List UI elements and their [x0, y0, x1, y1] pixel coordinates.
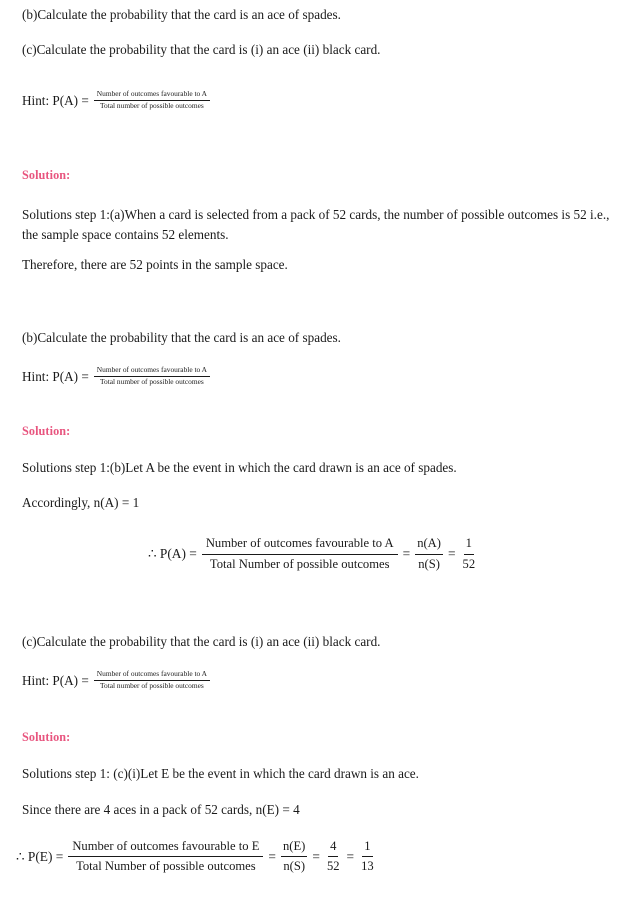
solution-a-line2: Therefore, there are 52 points in the sample space. — [22, 256, 288, 272]
hint-fraction-denominator: Total number of possible outcomes — [100, 681, 204, 691]
hint-formula-2 — [0, 366, 620, 388]
equation-a-lhs: ∴ P(A) = — [148, 546, 197, 562]
equation-e-fraction-value — [325, 838, 342, 876]
gap — [0, 244, 620, 258]
gap — [0, 21, 620, 43]
equation-e-n-denominator: n(S) — [283, 859, 306, 874]
equation-a-value-denominator: 52 — [462, 556, 476, 571]
gap — [0, 509, 620, 535]
solution-heading-3: Solution: — [22, 730, 71, 745]
hint-label: Hint: P(A) = — [22, 369, 89, 385]
equation-e-denominator: Total Number of possible outcomes — [76, 859, 256, 874]
equation-e-operator-3: = — [346, 848, 355, 864]
equation-a-fraction-value — [461, 535, 478, 573]
equation-a-operator-1: = — [402, 546, 411, 562]
equation-a-denominator: Total Number of possible outcomes — [209, 556, 390, 571]
hint-fraction-numerator: Number of outcomes favourable to A — [94, 365, 210, 376]
equation-e-operator-2: = — [312, 848, 320, 864]
equation-e-operator-1: = — [268, 848, 276, 864]
equation-e-value-numerator: 4 — [328, 838, 338, 857]
hint-fraction-denominator: Total number of possible outcomes — [100, 101, 204, 111]
equation-a-fraction-words — [202, 535, 398, 573]
solution-b-line2: Accordingly, n(A) = 1 — [22, 495, 140, 511]
solution-c-line1: Solutions step 1: (c)(i)Let E be the event in which the card drawn is an ace. — [22, 766, 419, 782]
gap — [0, 474, 620, 496]
equation-e-fraction-simplified — [359, 838, 376, 876]
gap — [0, 816, 620, 838]
gap — [0, 648, 620, 670]
hint-formula-3 — [0, 670, 620, 692]
hint-fraction-numerator: Number of outcomes favourable to A — [94, 669, 210, 680]
gap — [0, 183, 620, 205]
gap — [0, 56, 620, 90]
hint-formula-1 — [0, 90, 620, 112]
gap — [0, 112, 620, 168]
equation-probability-e — [0, 838, 620, 876]
question-c-first: (c)Calculate the probability that the card is (i) an ace (ii) black card. — [22, 42, 381, 58]
hint-fraction — [94, 669, 210, 691]
solution-c-line2: Since there are 4 aces in a pack of 52 cards, n(E) = 4 — [22, 801, 300, 817]
equation-a-fraction-n — [415, 535, 443, 573]
equation-a-n-denominator: n(S) — [418, 556, 440, 571]
equation-e-numerator: Number of outcomes favourable to E — [68, 838, 263, 857]
gap — [0, 573, 620, 635]
hint-fraction-denominator: Total number of possible outcomes — [100, 377, 204, 387]
equation-e-lhs: ∴ P(E) = — [16, 848, 64, 864]
equation-e-fraction-n — [281, 838, 307, 876]
gap — [0, 344, 620, 366]
question-c-second: (c)Calculate the probability that the card is (i) an ace (ii) black card. — [22, 634, 381, 650]
equation-a-numerator: Number of outcomes favourable to A — [202, 535, 398, 554]
equation-probability-a — [0, 535, 620, 573]
solution-b-line1: Solutions step 1:(b)Let A be the event in which the card drawn is an ace of spades. — [22, 460, 457, 476]
question-b-first: (b)Calculate the probability that the card is an ace of spades. — [22, 7, 341, 22]
equation-e-fraction-words — [68, 838, 263, 876]
hint-fraction — [94, 365, 210, 387]
question-b-second: (b)Calculate the probability that the card is an ace of spades. — [22, 329, 341, 345]
hint-fraction — [94, 89, 210, 111]
gap — [0, 271, 620, 331]
solution-heading-1: Solution: — [22, 168, 71, 183]
gap — [0, 388, 620, 424]
gap — [0, 439, 620, 461]
gap — [0, 745, 620, 767]
solution-a-line1: Solutions step 1:(a)When a card is selected from a pack of 52 cards, the number of possible outcomes is 52 i.e., the sample space contains 52 elements. — [22, 207, 610, 242]
equation-e-simplified-numerator: 1 — [362, 838, 372, 857]
solution-heading-2: Solution: — [22, 424, 71, 439]
equation-a-n-numerator: n(A) — [415, 535, 443, 554]
equation-e-value-denominator: 52 — [326, 859, 340, 874]
equation-a-operator-2: = — [447, 546, 456, 562]
equation-e-simplified-denominator: 13 — [361, 859, 374, 874]
hint-label: Hint: P(A) = — [22, 93, 89, 109]
hint-label: Hint: P(A) = — [22, 673, 89, 689]
equation-e-n-numerator: n(E) — [281, 838, 307, 857]
gap — [0, 692, 620, 730]
hint-fraction-numerator: Number of outcomes favourable to A — [94, 89, 210, 100]
gap — [0, 781, 620, 803]
equation-a-value-numerator: 1 — [464, 535, 474, 554]
